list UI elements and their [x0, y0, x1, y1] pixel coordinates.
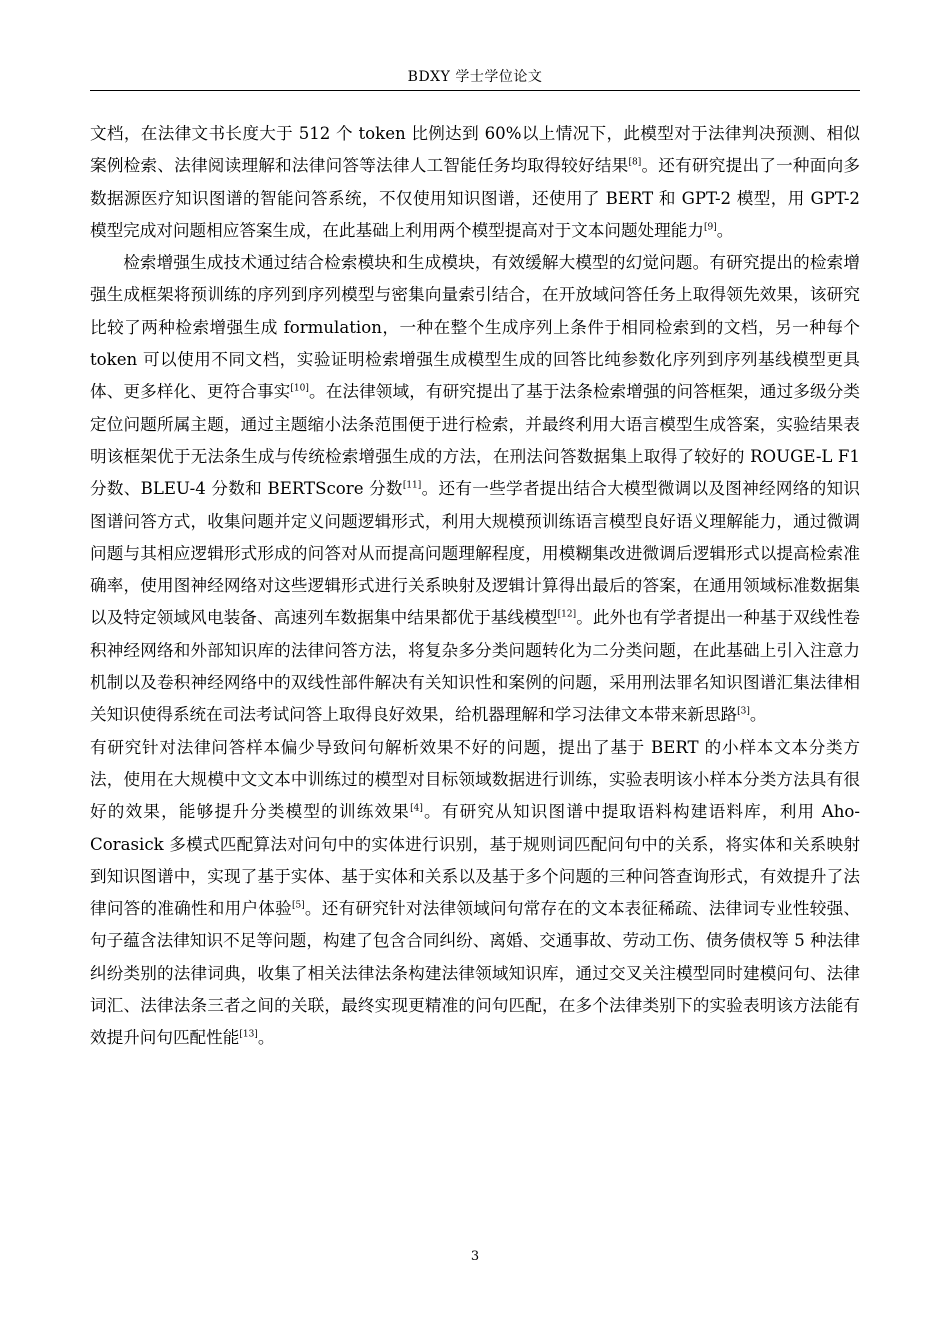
citation-ref: [10]	[290, 383, 309, 394]
citation-ref: [9]	[703, 222, 717, 233]
citation-ref: [8]	[628, 157, 642, 168]
text-run: 检索增强生成技术通过结合检索模块和生成模块，有效缓解大模型的幻觉问题。有研究提出的检索增强生成框架将预训练的序列到序列模型与密集向量索引结合，在开放域问答任务上取得领先效果，该研究比较了两种检索增强生成 formulation，一种在整个生成序列上条件于相同检索到的文档，另一种每个 token 可以使用不同文档，实验证明检索增强生成模型生成的回答比纯参数化序列到序列基线模型更具体、更多样化、更符合事实	[90, 253, 860, 402]
text-run: 。还有研究针对法律领域问句常存在的文本表征稀疏、法律词专业性较强、句子蕴含法律知识不足等问题，构建了包含合同纠纷、离婚、交通事故、劳动工伤、债务债权等 5 种法律纠纷类别的法律词典，收集了相关法律法条构建法律领域知识库，通过交叉关注模型同时建模问句、法律词汇、法律法条三者之间的关联，最终实现更精准的问句匹配，在多个法律类别下的实验表明该方法能有效提升问句匹配性能	[90, 899, 861, 1048]
citation-ref: [12]	[557, 609, 577, 620]
text-run: 有研究针对法律问答样本偏少导致问句解析效果不好的问题，提出了基于 BERT 的小样本文本分类方法，使用在大规模中文文本中训练过的模型对目标领域数据进行训练，实验表明该小样本分类方法具有很好的效果，能够提升分类模型的训练效果	[90, 737, 860, 822]
body-text	[90, 118, 860, 1055]
citation-ref: [11]	[402, 480, 422, 491]
paragraph	[90, 732, 860, 1055]
text-run: 。	[257, 1028, 275, 1048]
text-run: 。	[716, 220, 734, 240]
text-run: 。在法律领域，有研究提出了基于法条检索增强的问答框架，通过多级分类定位问题所属主题，通过主题缩小法条范围便于进行检索，并最终利用大语言模型生成答案，实验结果表明该框架优于无法条生成与传统检索增强生成的方法，在刑法问答数据集上取得了较好的 ROUGE-L F1 分数、BLEU-4 分数和 BERTScore 分数	[90, 382, 861, 499]
citation-ref: [4]	[410, 803, 423, 814]
paragraph	[90, 247, 860, 731]
text-run: 文档，在法律文书长度大于 512 个 token 比例达到 60%以上情况下，此模型对于法律判决预测、相似案例检索、法律阅读理解和法律问答等法律人工智能任务均取得较好结果	[90, 124, 860, 176]
citation-ref: [13]	[239, 1029, 258, 1040]
text-run: 。有研究从知识图谱中提取语料构建语料库，利用 Aho-Corasick 多模式匹配算法对问句中的实体进行识别，基于规则词匹配问句中的关系，将实体和关系映射到知识图谱中，实现了基于实体、基于实体和关系以及基于多个问题的三种问答查询形式，有效提升了法律问答的准确性和用户体验	[90, 802, 861, 919]
text-run: 。	[749, 705, 767, 725]
paragraph	[90, 118, 860, 247]
text-run: 。还有研究提出了一种面向多数据源医疗知识图谱的智能问答系统，不仅使用知识图谱，还使用了 BERT 和 GPT-2 模型，用 GPT-2 模型完成对问题相应答案生成，在此基础上利用两个模型提高对于文本问题处理能力	[90, 156, 861, 240]
running-header: BDXY 学士学位论文	[407, 69, 543, 85]
text-run: 。还有一些学者提出结合大模型微调以及图神经网络的知识图谱问答方式，收集问题并定义问题逻辑形式，利用大规模预训练语言模型良好语义理解能力，通过微调问题与其相应逻辑形式形成的问答对从而提高问题理解程度，用模糊集改进微调后逻辑形式以提高检索准确率，使用图神经网络对这些逻辑形式进行关系映射及逻辑计算得出最后的答案，在通用领域标准数据集以及特定领域风电装备、高速列车数据集中结果都优于基线模型	[90, 479, 860, 628]
header-rule	[90, 90, 860, 91]
citation-ref: [3]	[737, 706, 750, 717]
text-run: 。此外也有学者提出一种基于双线性卷积神经网络和外部知识库的法律问答方法，将复杂多分类问题转化为二分类问题，在此基础上引入注意力机制以及卷积神经网络中的双线性部件解决有关知识性和案例的问题，采用刑法罪名知识图谱汇集法律相关知识使得系统在司法考试问答上取得良好效果，给机器理解和学习法律文本带来新思路	[90, 608, 860, 725]
citation-ref: [5]	[291, 900, 305, 911]
page-number: 3	[470, 1249, 480, 1264]
